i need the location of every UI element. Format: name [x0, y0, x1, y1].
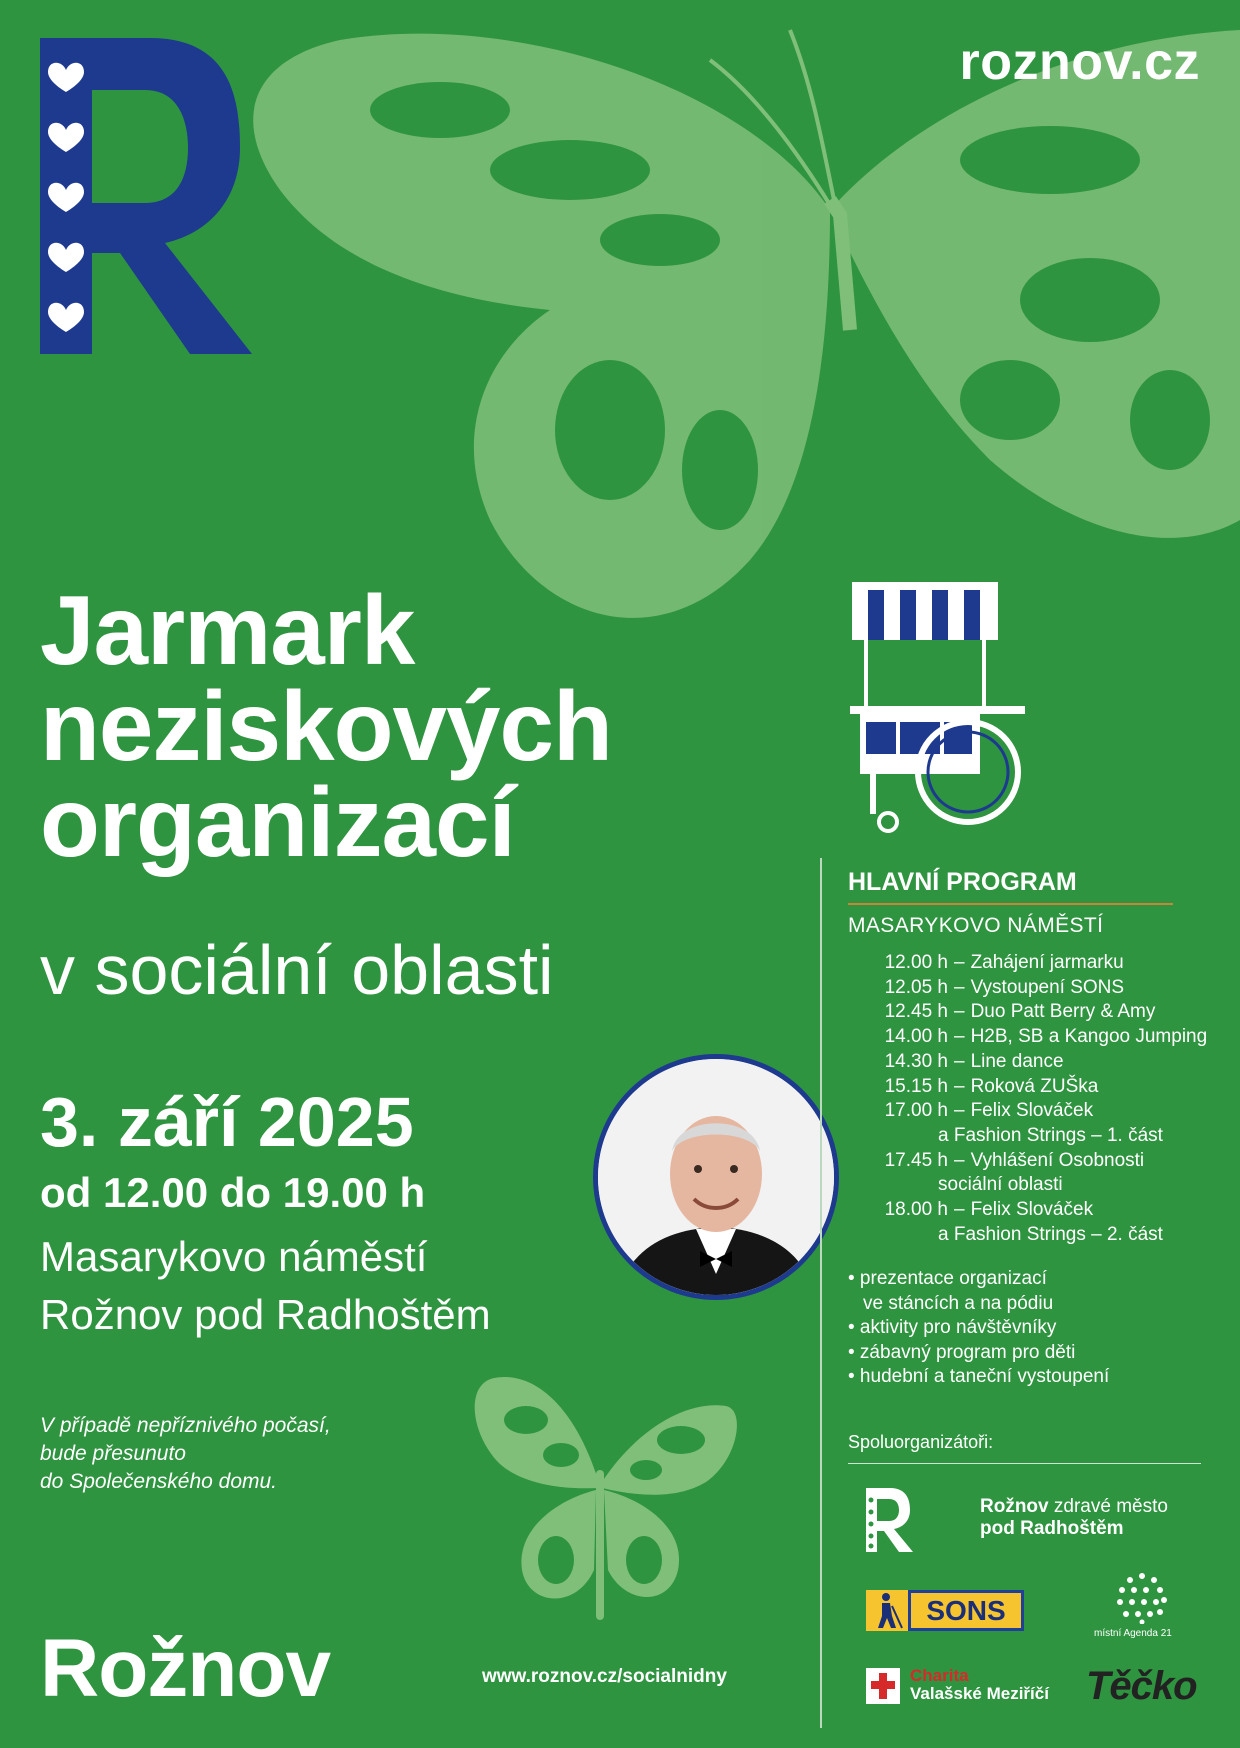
site-url[interactable]: roznov.cz — [959, 33, 1200, 91]
bullet-item: • aktivity pro návštěvníky — [848, 1317, 1057, 1338]
schedule-text: Felix Slováček — [970, 1199, 1094, 1221]
portrait-photo — [593, 1054, 839, 1300]
walking-person-icon — [866, 1590, 908, 1631]
schedule-sep: – — [954, 1100, 965, 1122]
bullet-item-continuation: ve stáncích a na pódiu — [863, 1292, 1054, 1314]
schedule-time: 12.45 h — [884, 1001, 948, 1023]
tecko-logo: Těčko — [1086, 1664, 1197, 1708]
partners-rule — [848, 1463, 1201, 1464]
bullet-item: • zábavný program pro děti — [848, 1341, 1076, 1363]
schedule-row — [848, 1099, 1207, 1124]
column-divider — [820, 858, 822, 1728]
roznov-partner-bold: Rožnov — [980, 1496, 1049, 1517]
schedule-text: Duo Patt Berry & Amy — [970, 1001, 1156, 1023]
program-schedule — [848, 951, 1207, 1247]
roznov-partner-regular: zdravé město — [1048, 1496, 1168, 1517]
charita-cross-icon — [866, 1668, 900, 1704]
schedule-time: 18.00 h — [884, 1199, 948, 1221]
sons-logo — [866, 1590, 1024, 1631]
schedule-text: Felix Slováček — [970, 1100, 1094, 1122]
schedule-text: Line dance — [970, 1050, 1064, 1072]
schedule-text: Vystoupení SONS — [970, 976, 1125, 998]
footer-brand: Rožnov — [40, 1623, 331, 1714]
schedule-row-continuation — [848, 1124, 1207, 1149]
place-line: Rožnov pod Radhoštěm — [40, 1291, 491, 1338]
weather-line: bude přesunuto — [40, 1442, 186, 1465]
event-subtitle: v sociální oblasti — [40, 931, 554, 1009]
title-line: Jarmark — [40, 575, 415, 685]
schedule-text: a Fashion Strings – 1. část — [938, 1124, 1163, 1146]
footer-url[interactable]: www.roznov.cz/socialnidny — [482, 1666, 727, 1687]
schedule-text: Zahájení jarmarku — [970, 952, 1124, 973]
schedule-row-continuation — [848, 1173, 1207, 1198]
schedule-time: 17.45 h — [884, 1149, 948, 1171]
schedule-sep: – — [954, 1026, 965, 1048]
schedule-sep: – — [954, 952, 965, 973]
partners-label: Spoluorganizátoři: — [848, 1432, 994, 1452]
schedule-row — [848, 1025, 1207, 1050]
schedule-text: Roková ZUŠka — [970, 1075, 1099, 1097]
weather-line: do Společenského domu. — [40, 1470, 277, 1493]
event-time: od 12.00 do 19.00 h — [40, 1169, 426, 1216]
program-heading: HLAVNÍ PROGRAM — [848, 868, 1077, 896]
schedule-row — [848, 1050, 1207, 1075]
schedule-text: a Fashion Strings – 2. část — [938, 1223, 1163, 1245]
title-line: organizací — [40, 767, 515, 877]
schedule-sep: – — [954, 1075, 965, 1097]
schedule-sep: – — [954, 1199, 965, 1221]
schedule-time: 12.05 h — [884, 976, 948, 998]
charita-city: Valašské Meziříčí — [910, 1684, 1049, 1703]
roznov-small-logo — [866, 1488, 914, 1552]
schedule-time: 17.00 h — [884, 1100, 948, 1122]
schedule-time: 12.00 h — [884, 952, 948, 973]
person-portrait-icon — [598, 1059, 834, 1295]
schedule-sep: – — [954, 976, 965, 998]
program-bullets — [848, 1267, 1109, 1390]
roznov-partner-bold: pod Radhoštěm — [980, 1518, 1124, 1539]
agenda21-dots-icon — [1116, 1572, 1168, 1624]
schedule-row — [848, 1000, 1207, 1025]
bullet-item: • prezentace organizací — [848, 1268, 1047, 1289]
schedule-row — [848, 1198, 1207, 1223]
schedule-row-continuation — [848, 1223, 1207, 1248]
schedule-sep: – — [954, 1149, 965, 1171]
roznov-r-logo — [40, 38, 254, 356]
place-line: Masarykovo náměstí — [40, 1233, 428, 1280]
program-location: MASARYKOVO NÁMĚSTÍ — [848, 914, 1104, 937]
schedule-row — [848, 1075, 1207, 1100]
butterfly-small-icon — [466, 1370, 738, 1640]
event-title — [40, 575, 612, 877]
agenda21-label: místní Agenda 21 — [1094, 1628, 1172, 1639]
schedule-time: 14.00 h — [884, 1026, 948, 1048]
schedule-sep: – — [954, 1001, 965, 1023]
schedule-row — [848, 1149, 1207, 1174]
schedule-sep: – — [954, 1050, 965, 1072]
weather-note — [40, 1412, 331, 1496]
roznov-partner-text — [980, 1496, 1168, 1540]
schedule-text: Vyhlášení Osobnosti — [970, 1149, 1145, 1171]
schedule-text: sociální oblasti — [938, 1174, 1063, 1196]
title-line: neziskových — [40, 671, 612, 781]
schedule-time: 14.30 h — [884, 1050, 948, 1072]
sons-label: SONS — [911, 1593, 1021, 1628]
event-date: 3. září 2025 — [40, 1083, 414, 1161]
schedule-text: H2B, SB a Kangoo Jumping — [970, 1026, 1208, 1048]
bullet-item: • hudební a taneční vystoupení — [848, 1366, 1110, 1387]
program-heading-rule — [848, 903, 1173, 905]
schedule-row — [848, 951, 1207, 976]
weather-line: V případě nepříznivého počasí, — [40, 1414, 331, 1437]
schedule-row — [848, 976, 1207, 1001]
event-place — [40, 1228, 491, 1344]
charita-name: Charita — [910, 1666, 969, 1685]
market-stall-wheelchair-icon — [850, 582, 1030, 834]
schedule-time: 15.15 h — [884, 1075, 948, 1097]
